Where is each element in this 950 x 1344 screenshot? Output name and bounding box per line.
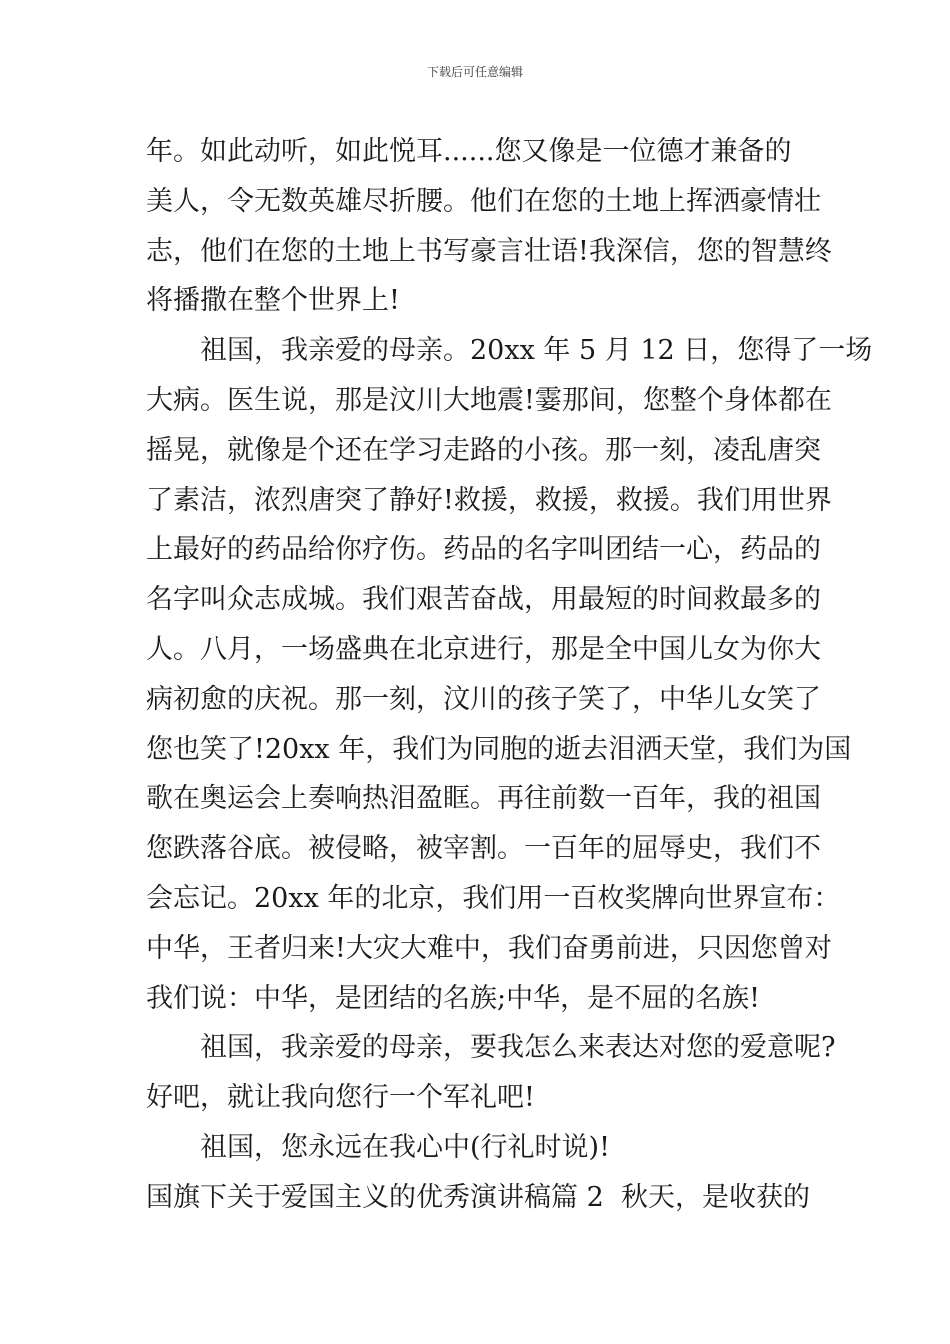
text-line: 病初愈的庆祝。那一刻，汶川的孩子笑了，中华儿女笑了 xyxy=(146,683,821,715)
section-title-line xyxy=(146,1173,810,1223)
text-line: 中华，王者归来!大灾大难中，我们奋勇前进，只因您曾对 xyxy=(146,932,832,964)
section-title: 国旗下关于爱国主义的优秀演讲稿篇 2 xyxy=(146,1181,604,1213)
text-line: 好吧，就让我向您行一个军礼吧! xyxy=(146,1082,535,1114)
text-line: 了素洁，浓烈唐突了静好!救援，救援，救援。我们用世界 xyxy=(146,484,832,516)
text-line: 我们说：中华，是团结的名族;中华，是不屈的名族! xyxy=(146,982,760,1014)
text-line: 您也笑了!20xx 年，我们为同胞的逝去泪洒天堂，我们为国 xyxy=(146,733,852,765)
page-header-note: 下载后可任意编辑 xyxy=(426,65,523,79)
text-line: 摇晃，就像是个还在学习走路的小孩。那一刻，凌乱唐突 xyxy=(146,434,821,466)
text-line: 祖国，我亲爱的母亲。20xx 年 5 月 12 日，您得了一场 xyxy=(200,335,873,367)
text-line: 大病。医生说，那是汶川大地震!霎那间，您整个身体都在 xyxy=(146,384,832,416)
text-line: 年。如此动听，如此悦耳......您又像是一位德才兼备的 xyxy=(146,136,792,167)
text-line: 祖国，您永远在我心中(行礼时说)! xyxy=(200,1131,610,1163)
paragraph-1 xyxy=(146,127,832,326)
text-line: 祖国，我亲爱的母亲，要我怎么来表达对您的爱意呢? xyxy=(200,1032,836,1064)
paragraph-2 xyxy=(146,326,873,1023)
text-line: 志，他们在您的土地上书写豪言壮语!我深信，您的智慧终 xyxy=(146,235,832,267)
text-line: 名字叫众志成城。我们艰苦奋战，用最短的时间救最多的 xyxy=(146,584,821,616)
text-line: 人。八月，一场盛典在北京进行，那是全中国儿女为你大 xyxy=(146,633,821,665)
text-line: 歌在奥运会上奏响热泪盈眶。再往前数一百年，我的祖国 xyxy=(146,783,821,815)
paragraph-4 xyxy=(146,1123,810,1173)
text-line: 您跌落谷底。被侵略，被宰割。一百年的屈辱史，我们不 xyxy=(146,833,821,865)
paragraph-3 xyxy=(146,1023,836,1123)
text-line: 美人，令无数英雄尽折腰。他们在您的土地上挥洒豪情壮 xyxy=(146,185,821,217)
document-body xyxy=(146,127,873,1223)
text-line: 上最好的药品给你疗伤。药品的名字叫团结一心，药品的 xyxy=(146,534,821,566)
text-line: 将播撒在整个世界上! xyxy=(146,285,400,317)
section-continuation-text: 秋天，是收获的 xyxy=(621,1181,810,1213)
text-line: 会忘记。20xx 年的北京，我们用一百枚奖牌向世界宣布： xyxy=(146,882,841,914)
